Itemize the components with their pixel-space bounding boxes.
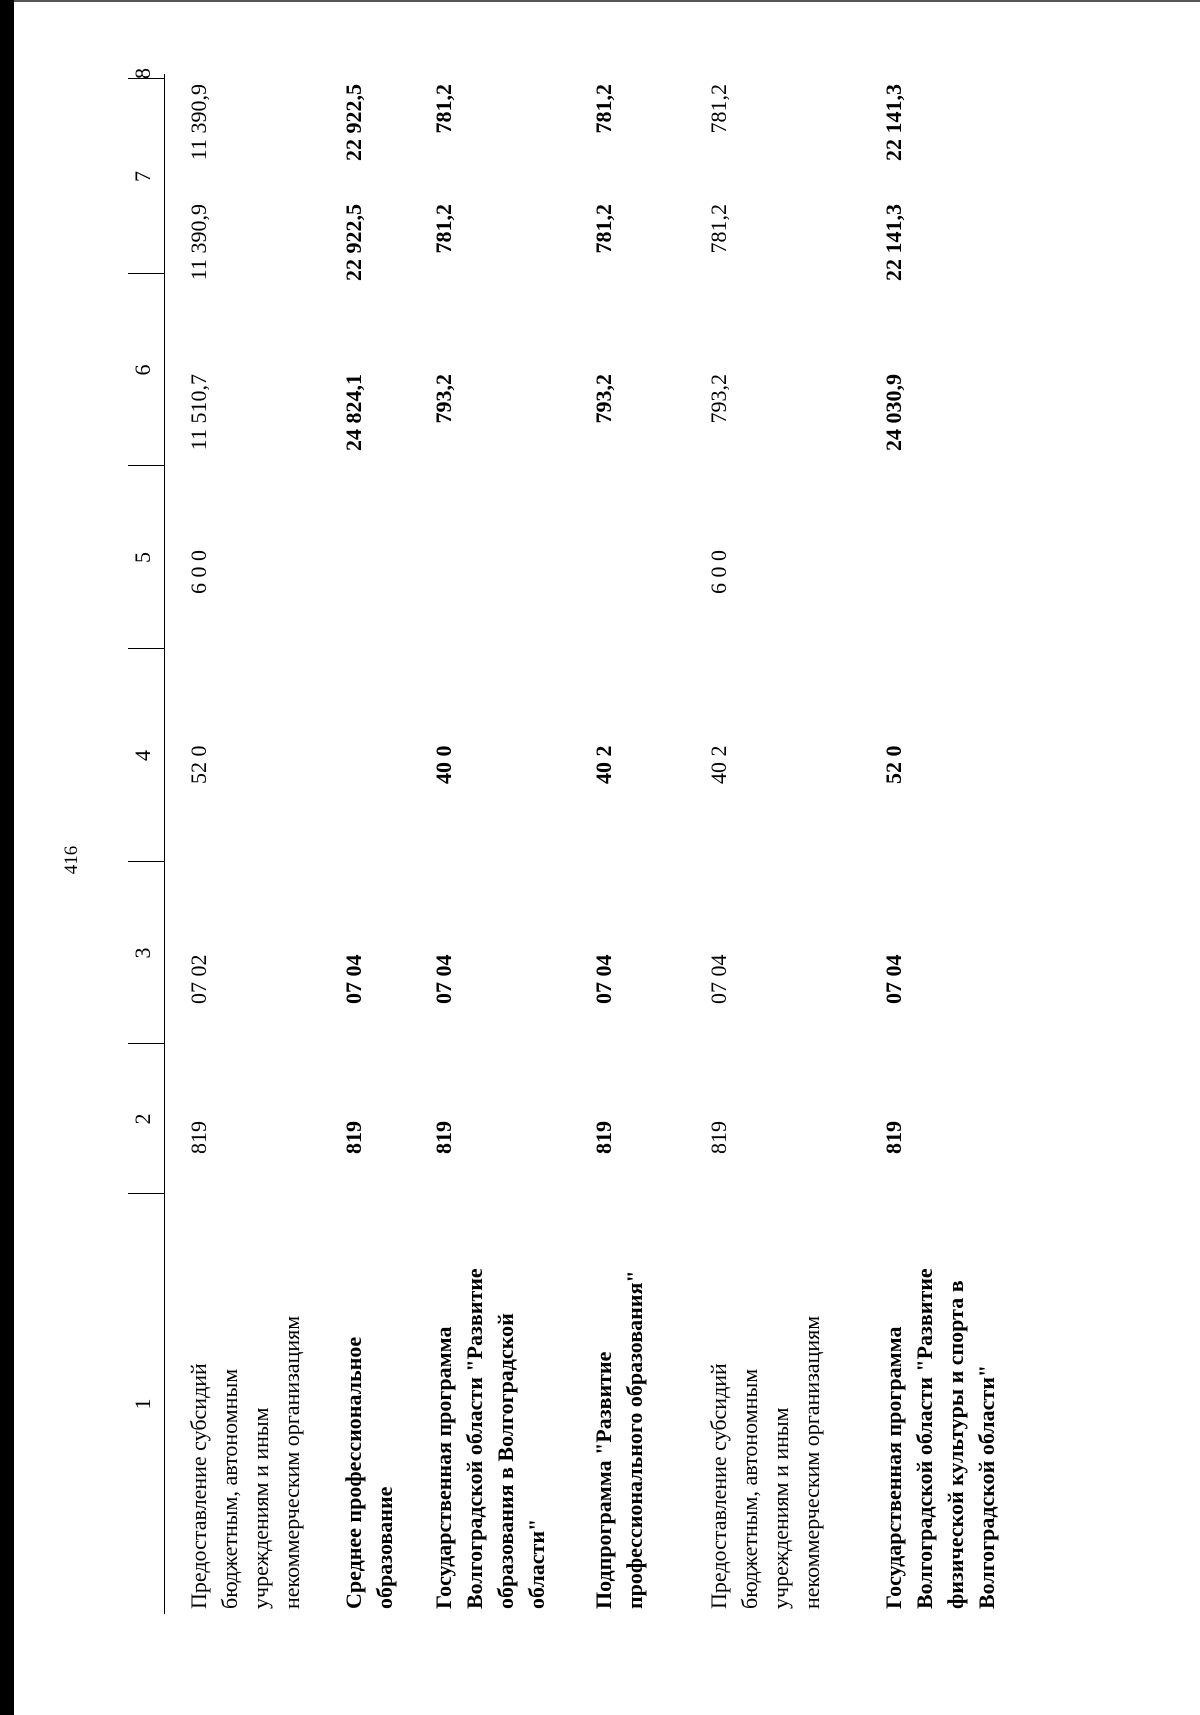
header-col-5: 5	[130, 552, 155, 563]
row-4-col3: 07 04	[591, 954, 616, 1004]
row-1-col7: 11 390,9	[186, 204, 211, 281]
row-6-col4: 52 0	[881, 745, 906, 784]
header-col-1: 1	[130, 1398, 155, 1410]
row-2-col8: 22 922,5	[341, 84, 366, 161]
row-2-col7: 22 922,5	[341, 204, 366, 281]
row-3-col7: 781,2	[431, 204, 456, 254]
row-1-col4: 52 0	[186, 745, 211, 784]
row-6-col2: 819	[881, 1121, 906, 1154]
row-5-col5: 6 0 0	[706, 550, 731, 594]
row-2-col2: 819	[341, 1121, 366, 1154]
header-col-2: 2	[130, 1113, 155, 1125]
row-3-col3: 07 04	[431, 954, 456, 1004]
header-col-4: 4	[130, 750, 155, 761]
row-4-col4: 40 2	[591, 745, 616, 784]
row-4-col7: 781,2	[591, 204, 616, 254]
row-5-name: Предоставление субсидий бюджетным, автономным учреждениям и иным некоммерческим организациям	[706, 1315, 824, 1609]
scan-top-border	[14, 0, 1200, 2]
row-1-name: Предоставление субсидий бюджетным, автономным учреждениям и иным некоммерческим организациям	[186, 1315, 304, 1609]
scan-left-border	[0, 0, 14, 1715]
row-5-col6: 793,2	[706, 374, 731, 424]
row-3-name: Государственная программа Волгоградской области "Развитие образования в Волгоградской области"	[431, 1268, 549, 1609]
header-col-6: 6	[130, 364, 155, 376]
row-5-col7: 781,2	[706, 204, 731, 254]
row-3-col6: 793,2	[431, 374, 456, 424]
row-6-name: Государственная программа Волгоградской области "Развитие физической культуры и спорта в Волгоградской области"	[881, 1268, 999, 1609]
table-header-line	[164, 74, 165, 1614]
header-col-3: 3	[130, 947, 155, 959]
row-6-col7: 22 141,3	[881, 204, 906, 281]
row-3-col4: 40 0	[431, 745, 456, 784]
row-1-col8: 11 390,9	[186, 84, 211, 161]
row-1-col5: 6 0 0	[186, 550, 211, 594]
row-4-col6: 793,2	[591, 374, 616, 424]
row-5-col4: 40 2	[706, 745, 731, 784]
row-5-col8: 781,2	[706, 84, 731, 134]
row-1-col6: 11 510,7	[186, 374, 211, 451]
row-2-col3: 07 04	[341, 954, 366, 1004]
row-3-col8: 781,2	[431, 84, 456, 134]
header-col-7: 7	[130, 171, 155, 182]
row-6-col3: 07 04	[881, 954, 906, 1004]
budget-table	[128, 68, 1168, 1614]
row-6-col8: 22 141,3	[881, 84, 906, 161]
row-4-name: Подпрограмма "Развитие профессионального образования"	[591, 1270, 647, 1609]
row-6-col6: 24 030,9	[881, 374, 906, 451]
row-1-col2: 819	[186, 1121, 211, 1154]
row-2-name: Среднее профессиональное образование	[341, 1336, 397, 1609]
row-5-col3: 07 04	[706, 954, 731, 1004]
row-3-col2: 819	[431, 1121, 456, 1154]
row-4-col2: 819	[591, 1121, 616, 1154]
row-4-col8: 781,2	[591, 84, 616, 134]
row-5-col2: 819	[706, 1121, 731, 1154]
header-col-8: 8	[130, 68, 155, 79]
page-number: 416	[61, 845, 82, 875]
row-2-col6: 24 824,1	[341, 374, 366, 451]
row-1-col3: 07 02	[186, 954, 211, 1004]
